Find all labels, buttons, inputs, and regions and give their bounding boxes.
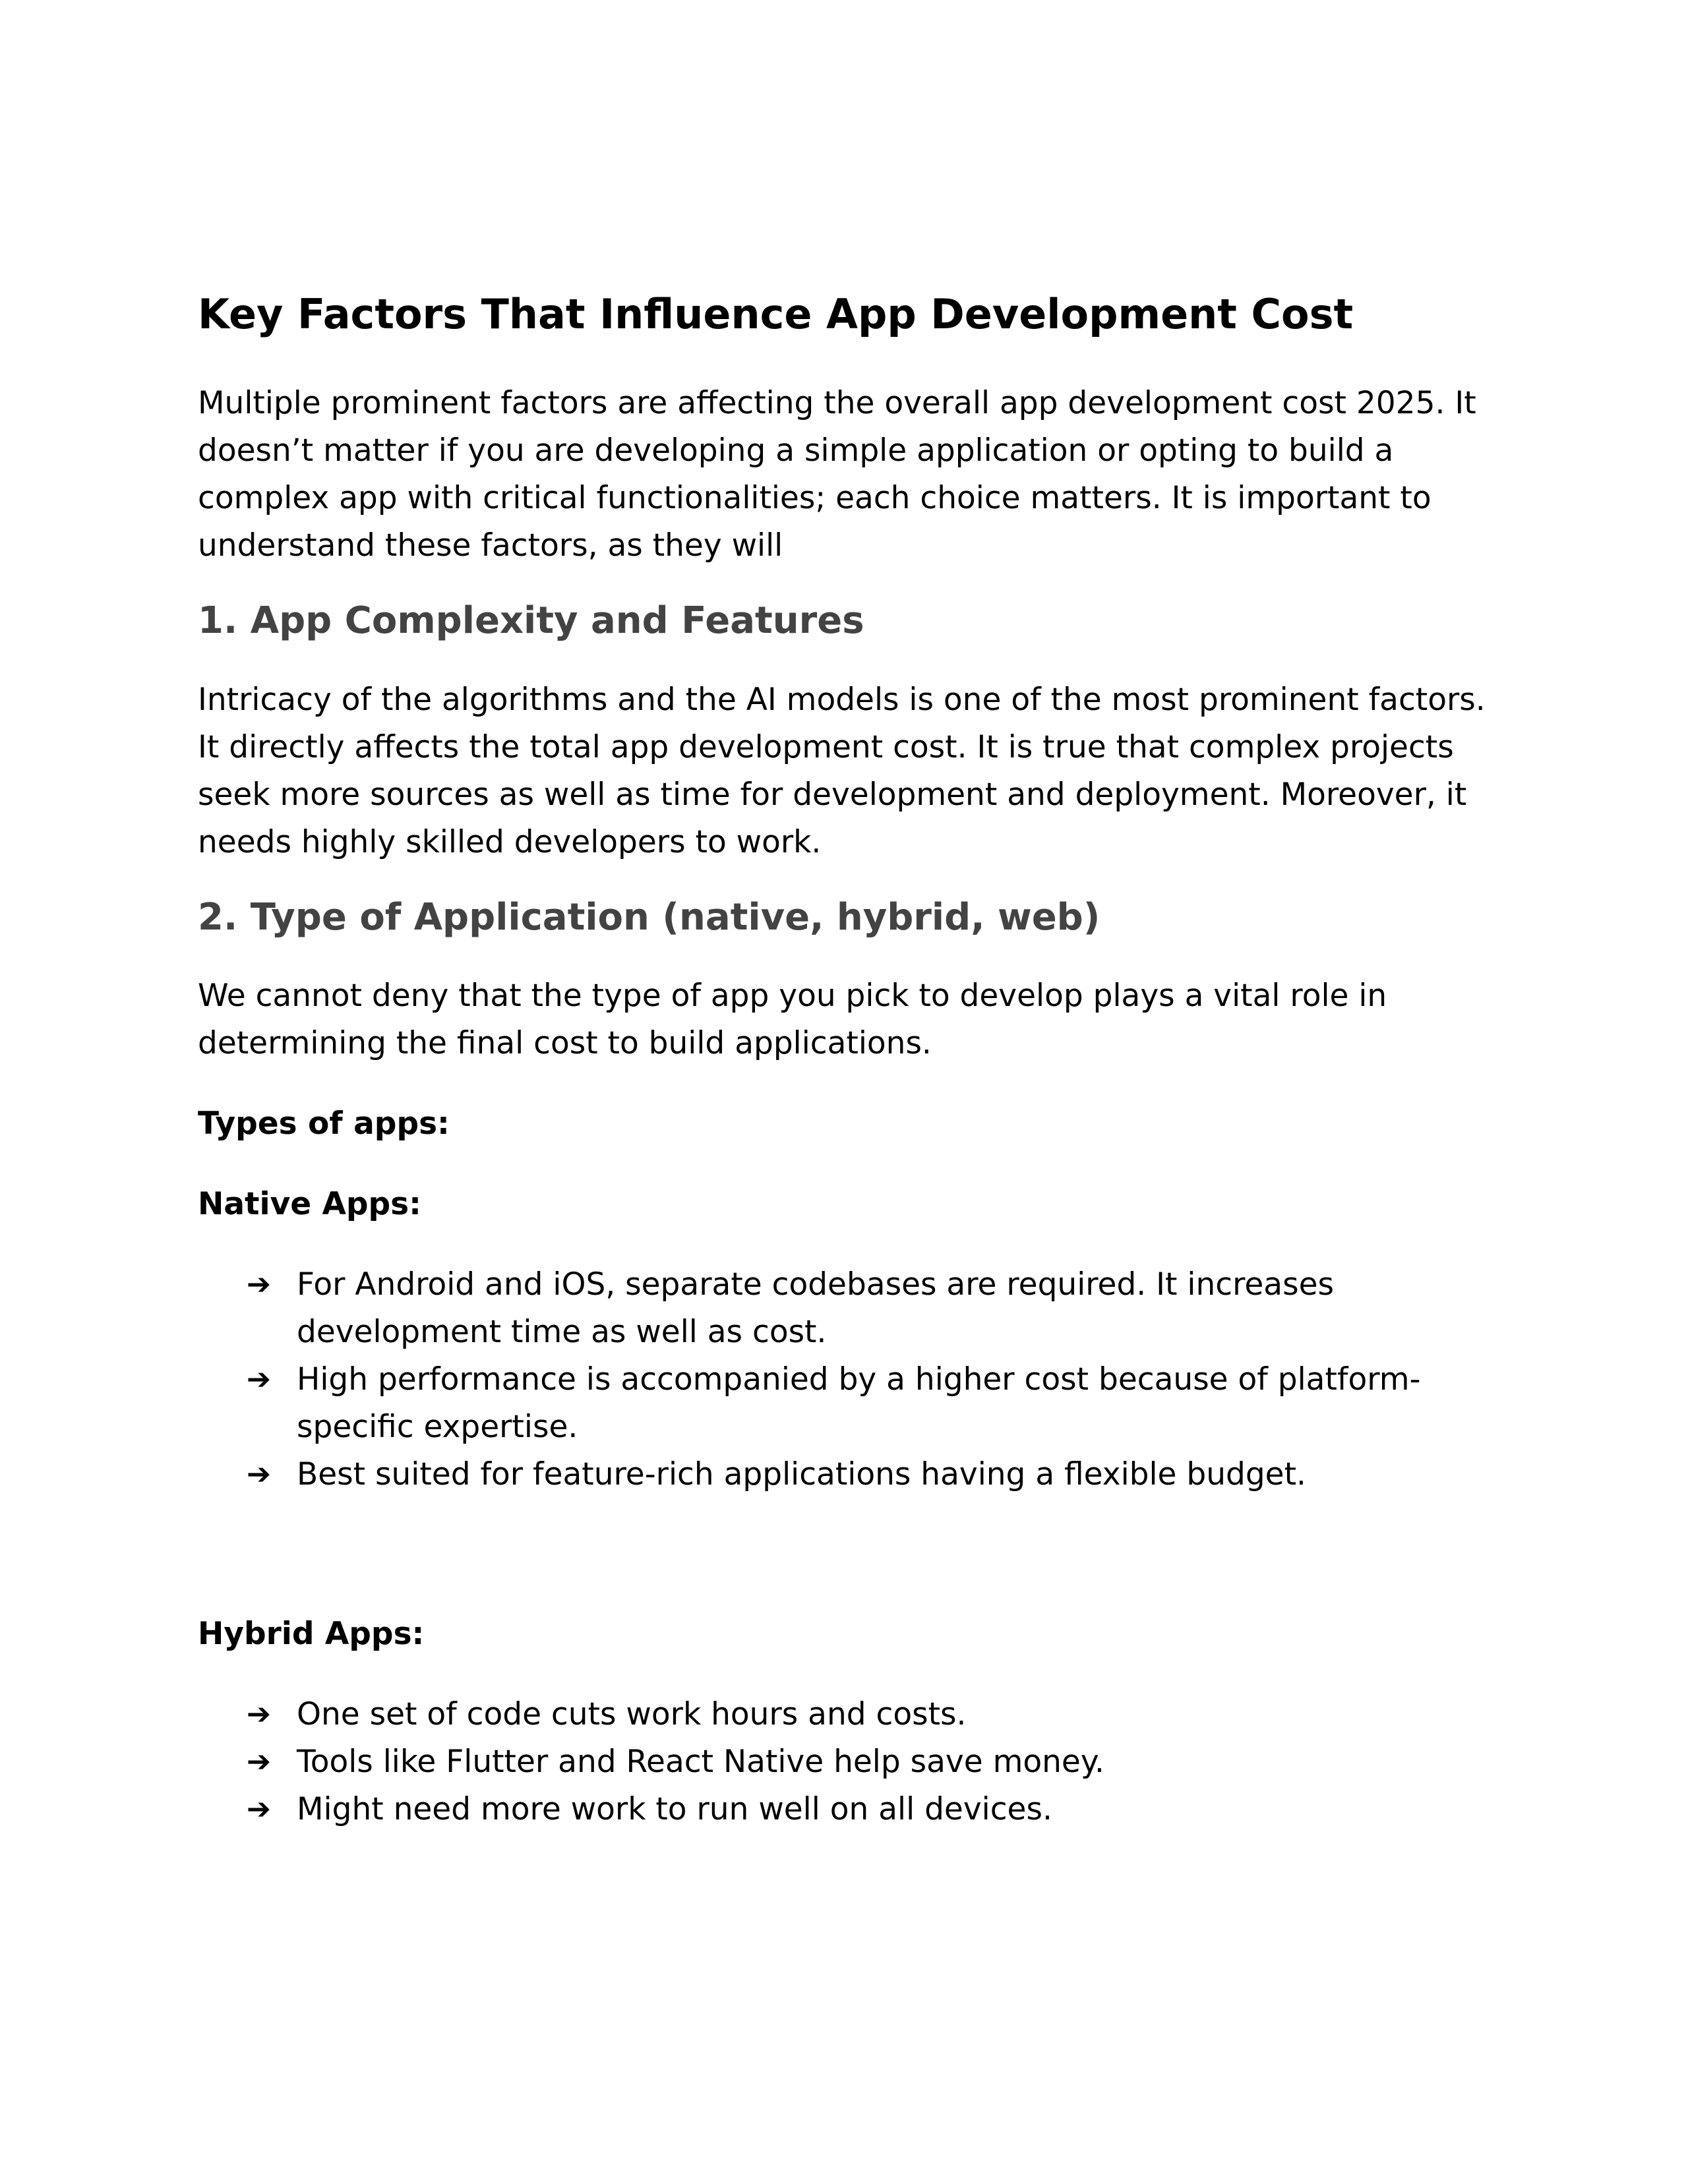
native-apps-list [198,1261,1503,1498]
section-body-application-type: We cannot deny that the type of app you pick to develop plays a vital role in determining the final cost to build applications. [198,977,1387,1061]
arrow-right-icon: ➔ [247,1697,271,1731]
list-item [247,1356,1503,1451]
list-item-text: Might need more work to run well on all devices. [297,1790,1052,1827]
list-item-text: For Android and iOS, separate codebases are required. It increases development time as well as cost. [297,1266,1334,1350]
section-heading-app-complexity: 1. App Complexity and Features [198,599,864,643]
document-title: Key Factors That Influence App Development Cost [198,290,1354,338]
list-item-text: Best suited for feature-rich applications having a flexible budget. [297,1456,1306,1492]
intro-paragraph: Multiple prominent factors are affecting the overall app development cost 2025. It doesn’t matter if you are developing a simple application or opting to build a complex app with critical functionalities; each choice matters. It is important to understand these factors, as they will [198,385,1476,564]
section-body-app-complexity: Intricacy of the algorithms and the AI models is one of the most prominent factors. It directly affects the total app development cost. It is true that complex projects seek more sources as well as time for development and deployment. Moreover, it needs highly skilled developers to work. [198,681,1486,860]
list-item [247,1451,1503,1498]
list-item [247,1738,1503,1786]
hybrid-apps-list [198,1691,1503,1833]
native-apps-label: Native Apps: [198,1185,421,1222]
arrow-right-icon: ➔ [247,1267,271,1301]
document-page [198,290,1503,1833]
list-item [247,1261,1503,1356]
hybrid-apps-label: Hybrid Apps: [198,1615,425,1652]
arrow-right-icon: ➔ [247,1744,271,1779]
list-item-text: Tools like Flutter and React Native help save money. [297,1743,1104,1780]
list-item-text: High performance is accompanied by a higher cost because of platform-specific expertise. [297,1361,1421,1445]
arrow-right-icon: ➔ [247,1457,271,1491]
section-heading-application-type: 2. Type of Application (native, hybrid, web) [198,895,1100,939]
arrow-right-icon: ➔ [247,1362,271,1396]
list-item-text: One set of code cuts work hours and costs. [297,1696,967,1732]
list-item [247,1691,1503,1738]
types-of-apps-label: Types of apps: [198,1105,450,1142]
arrow-right-icon: ➔ [247,1792,271,1826]
list-item [247,1786,1503,1833]
